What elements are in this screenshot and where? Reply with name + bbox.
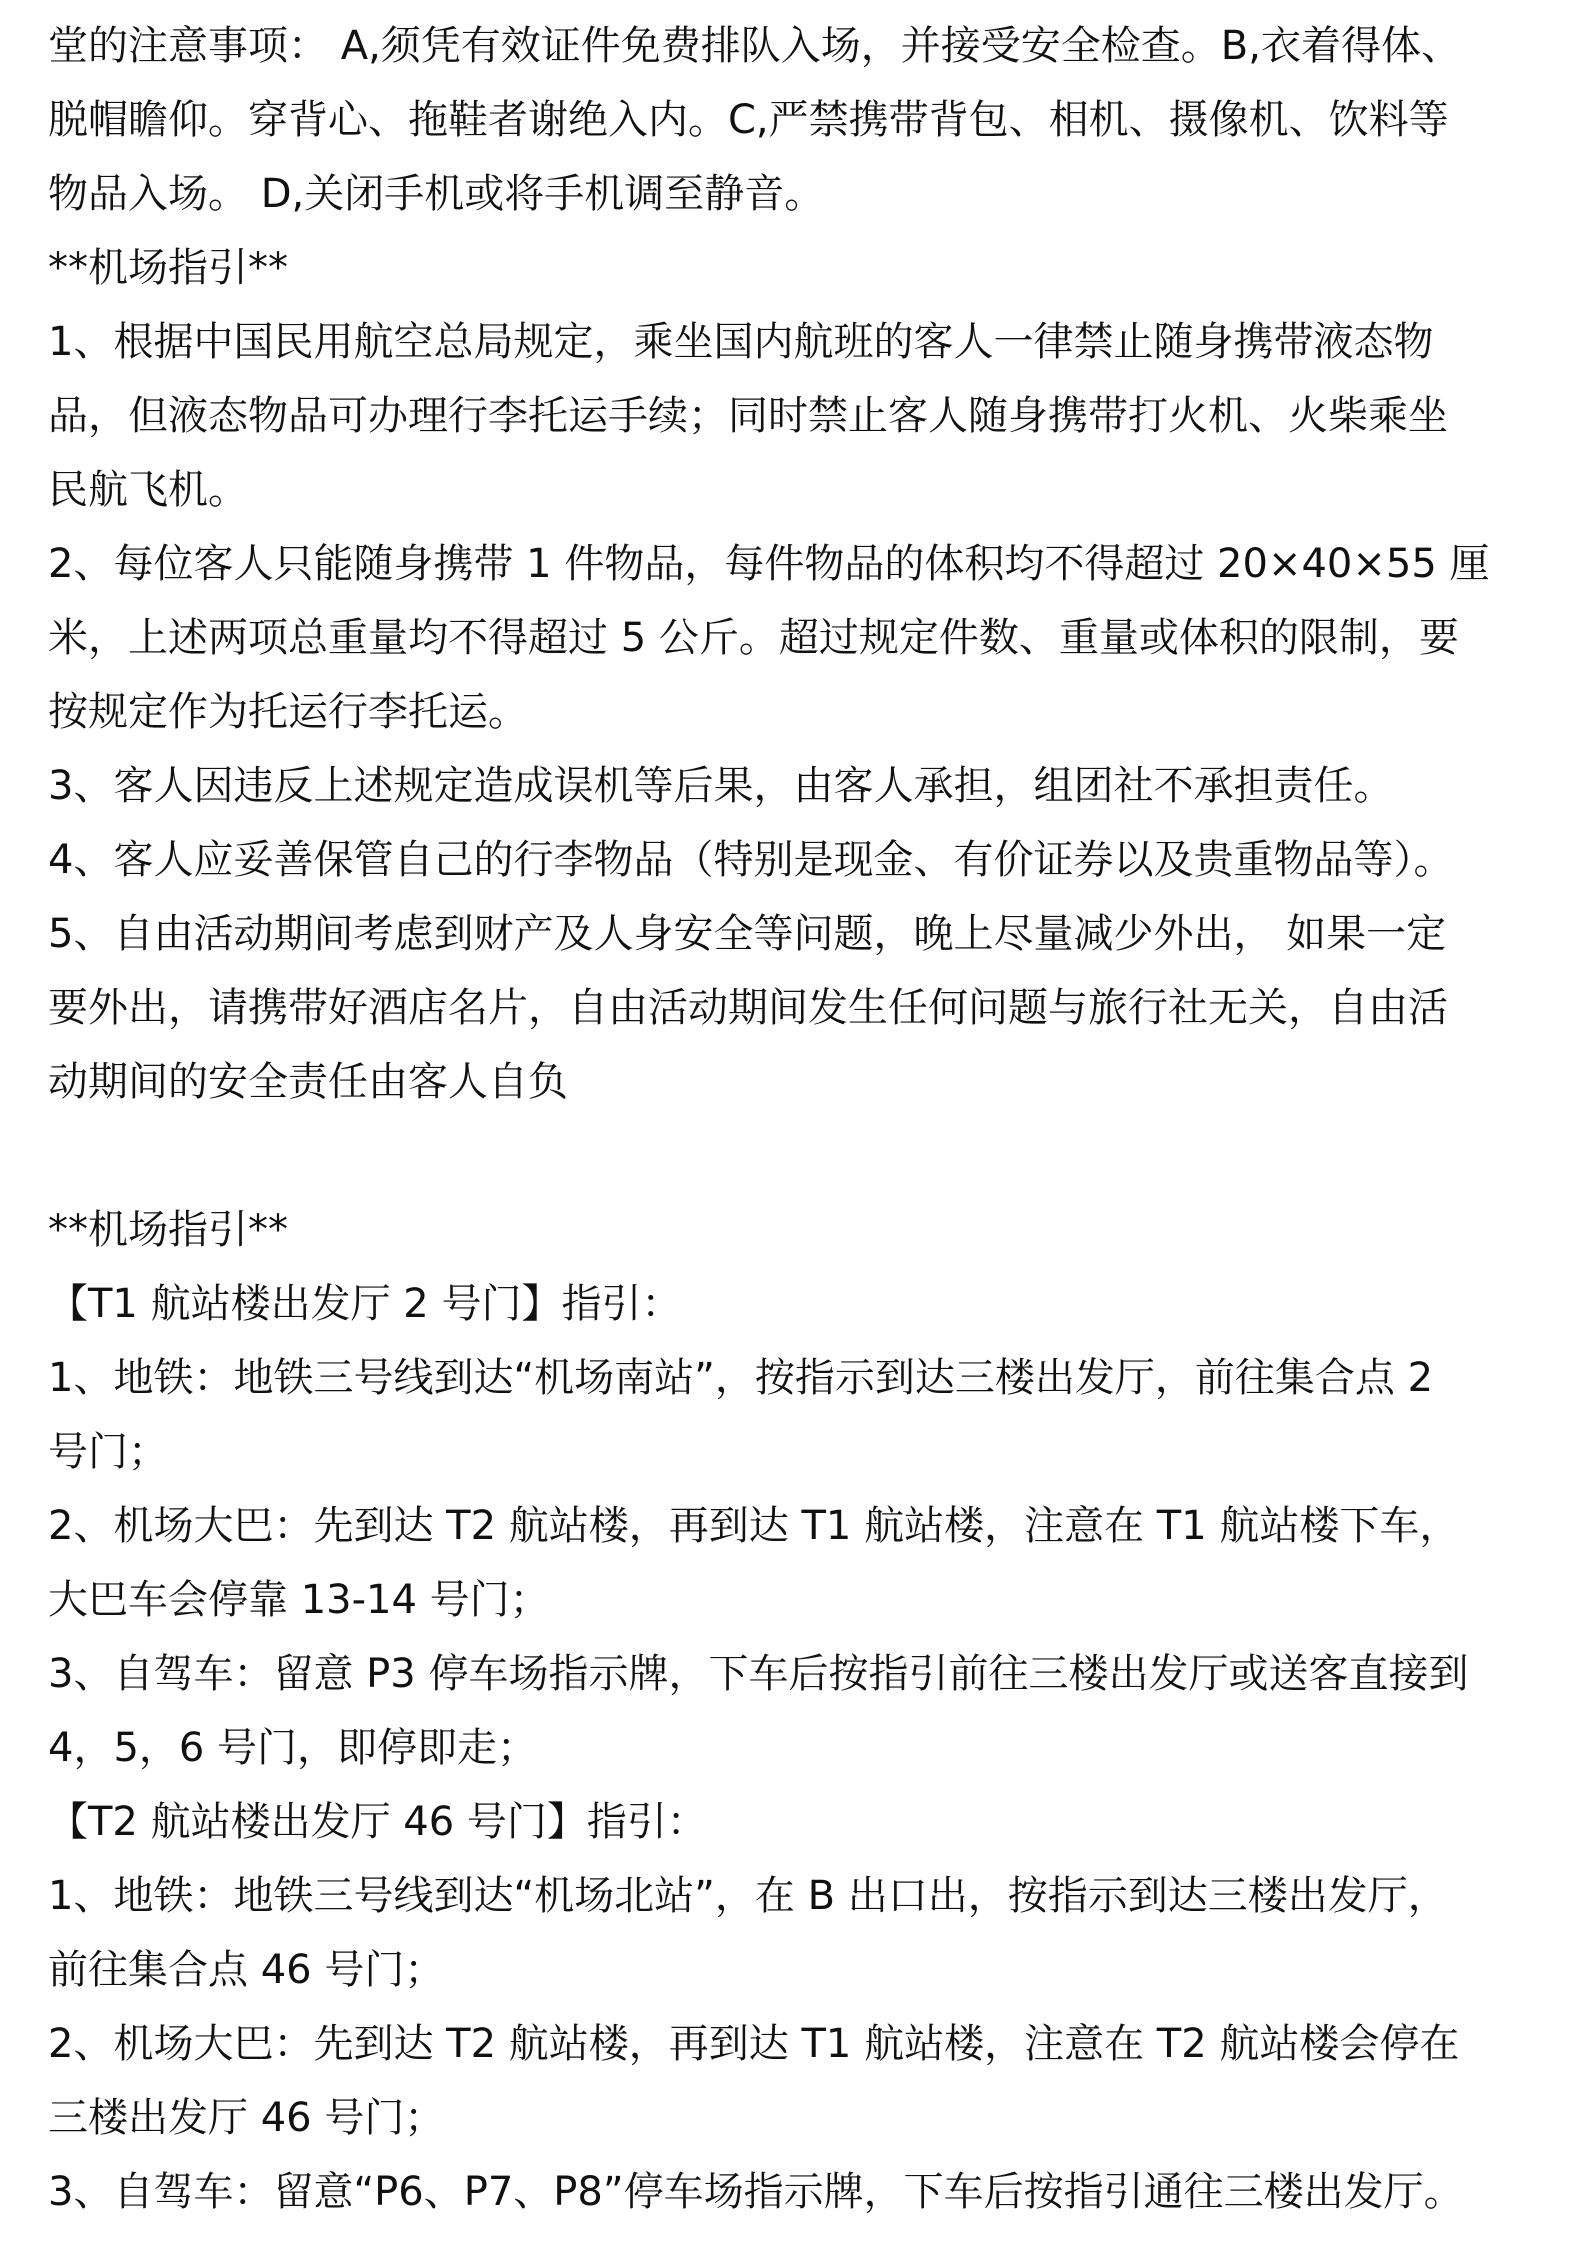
text-line: 3、客人因违反上述规定造成误机等后果，由客人承担，组团社不承担责任。 [48,763,1394,809]
text-line: 按规定作为托运行李托运。 [48,689,528,735]
subsection-heading: 【T2 航站楼出发厅 46 号门】指引： [48,1799,707,1845]
text-line: 1、根据中国民用航空总局规定，乘坐国内航班的客人一律禁止随身携带液态物 [48,319,1434,365]
text-line: 品，但液态物品可办理行李托运手续；同时禁止客人随身携带打火机、火柴乘坐 [48,393,1448,439]
text-line: 号门； [48,1429,168,1475]
text-line: 2、机场大巴：先到达 T2 航站楼，再到达 T1 航站楼，注意在 T2 航站楼会停在 [48,2021,1460,2067]
text-line: 大巴车会停靠 13-14 号门； [48,1577,550,1623]
text-line: 1、地铁：地铁三号线到达“机场北站”，在 B 出口出，按指示到达三楼出发厅， [48,1873,1448,1919]
text-line: 脱帽瞻仰。穿背心、拖鞋者谢绝入内。C,严禁携带背包、相机、摄像机、饮料等 [48,97,1449,143]
text-line: 4、客人应妥善保管自己的行李物品（特别是现金、有价证券以及贵重物品等）。 [48,837,1454,883]
text-line: 3、自驾车：留意 P3 停车场指示牌，下车后按指引前往三楼出发厅或送客直接到 [48,1651,1469,1697]
text-line: 2、每位客人只能随身携带 1 件物品，每件物品的体积均不得超过 20×40×55 厘 [48,541,1490,587]
blank-line [48,1126,1548,1186]
subsection-heading: 【T1 航站楼出发厅 2 号门】指引： [48,1281,682,1327]
text-line: 堂的注意事项： A,须凭有效证件免费排队入场，并接受安全检查。B,衣着得体、 [48,23,1461,69]
text-line: 要外出，请携带好酒店名片，自由活动期间发生任何问题与旅行社无关，自由活 [48,985,1448,1031]
text-line: 前往集合点 46 号门； [48,1947,445,1993]
section-heading: **机场指引** [48,245,288,291]
text-line: 2、机场大巴：先到达 T2 航站楼，再到达 T1 航站楼，注意在 T1 航站楼下车， [48,1503,1460,1549]
text-line: 物品入场。 D,关闭手机或将手机调至静音。 [48,171,825,217]
text-line: 4，5，6 号门，即停即走； [48,1725,538,1771]
text-line: 民航飞机。 [48,467,248,513]
section-heading: **机场指引** [48,1207,288,1253]
text-line: 3、自驾车：留意“P6、P7、P8”停车场指示牌，下车后按指引通往三楼出发厅。 [48,2169,1464,2215]
text-line: 三楼出发厅 46 号门； [48,2095,445,2141]
text-line: 动期间的安全责任由客人自负 [48,1059,568,1105]
text-line: 1、地铁：地铁三号线到达“机场南站”，按指示到达三楼出发厅，前往集合点 2 [48,1355,1434,1401]
text-line: 米，上述两项总重量均不得超过 5 公斤。超过规定件数、重量或体积的限制，要 [48,615,1459,661]
text-line: 5、自由活动期间考虑到财产及人身安全等问题，晚上尽量减少外出， 如果一定 [48,911,1447,957]
